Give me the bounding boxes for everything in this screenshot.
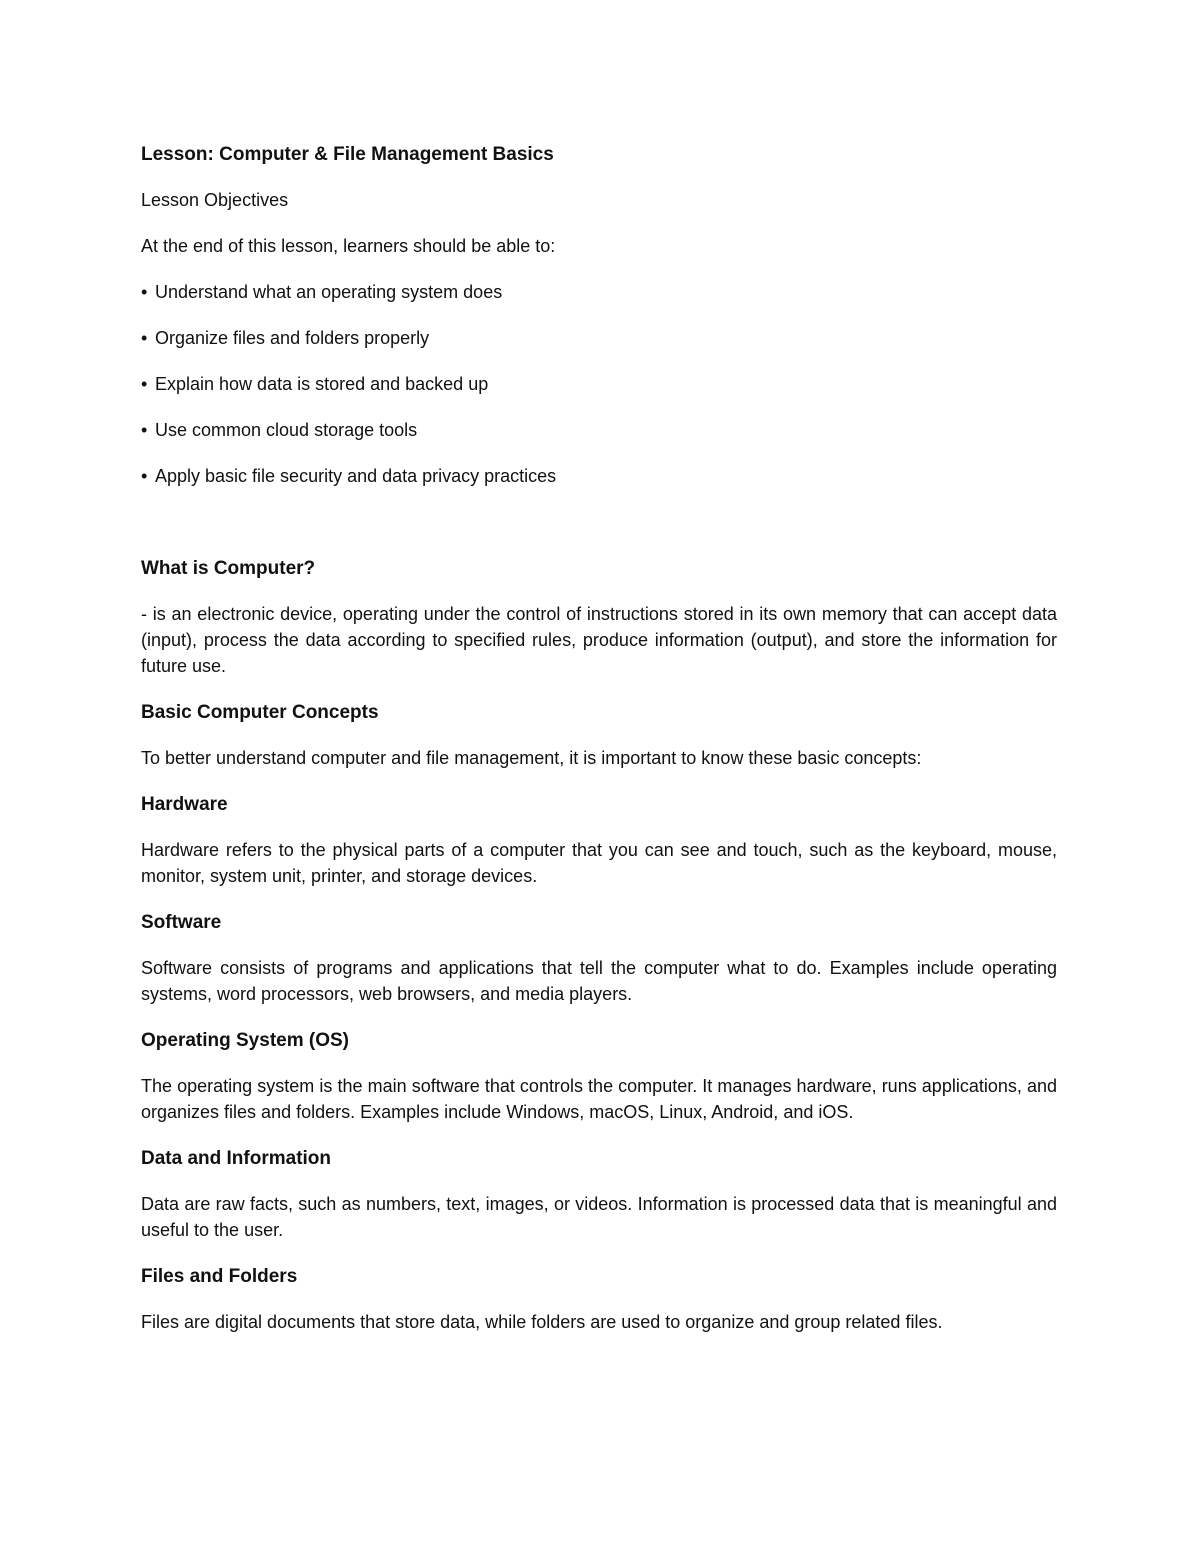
objective-text: Explain how data is stored and backed up [155,374,489,394]
document-content [141,141,1057,1355]
section-heading-data-information: Data and Information [141,1148,332,1169]
spacer [141,509,1057,555]
list-item [141,417,1057,443]
section-body-hardware: Hardware refers to the physical parts of a computer that you can see and touch, such as the keyboard, mouse, monitor, system unit, printer, and storage devices. [141,840,1057,886]
bullet-icon: • [141,282,148,302]
section-body-basic-concepts: To better understand computer and file management, it is important to know these basic concepts: [141,748,922,768]
objective-text: Organize files and folders properly [155,328,430,348]
objective-text: Apply basic file security and data privacy practices [155,466,557,486]
bullet-icon: • [141,420,148,440]
section-body-files-folders: Files are digital documents that store data, while folders are used to organize and group related files. [141,1312,943,1332]
list-item [141,279,1057,305]
list-item [141,325,1057,351]
bullet-icon: • [141,328,148,348]
objective-text: Understand what an operating system does [155,282,503,302]
section-heading-software: Software [141,912,222,933]
list-item [141,463,1057,489]
bullet-icon: • [141,374,148,394]
bullet-icon: • [141,466,148,486]
section-heading-files-folders: Files and Folders [141,1266,298,1287]
document-title: Lesson: Computer & File Management Basics [141,144,554,165]
section-body-software: Software consists of programs and applications that tell the computer what to do. Examples include operating systems, word processors, web browsers, and media players. [141,958,1057,1004]
objectives-intro: At the end of this lesson, learners should be able to: [141,236,556,256]
section-heading-basic-concepts: Basic Computer Concepts [141,702,379,723]
section-heading-hardware: Hardware [141,794,228,815]
section-body-computer: - is an electronic device, operating under the control of instructions stored in its own memory that can accept data (input), process the data according to specified rules, produce information (output), and store the information for future use. [141,604,1057,676]
objectives-label: Lesson Objectives [141,190,289,210]
objectives-list [141,279,1057,489]
section-heading-operating-system: Operating System (OS) [141,1030,349,1051]
section-body-operating-system: The operating system is the main software that controls the computer. It manages hardware, runs applications, and organizes files and folders. Examples include Windows, macOS, Linux, Android, and iOS. [141,1076,1057,1122]
list-item [141,371,1057,397]
section-heading-computer: What is Computer? [141,558,316,579]
section-body-data-information: Data are raw facts, such as numbers, text, images, or videos. Information is processed data that is meaningful and useful to the user. [141,1194,1057,1240]
objective-text: Use common cloud storage tools [155,420,418,440]
